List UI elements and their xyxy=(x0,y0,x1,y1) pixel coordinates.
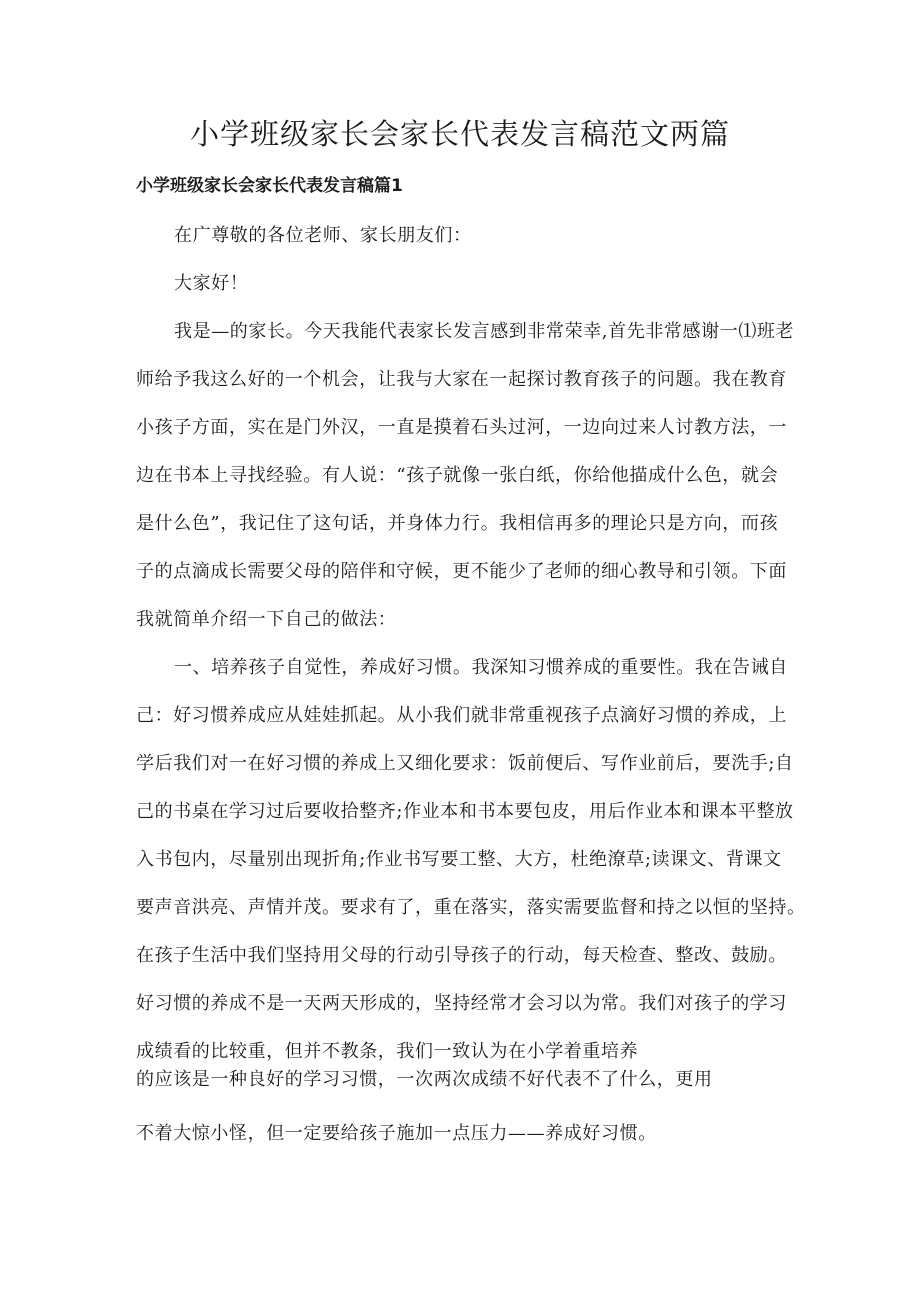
paragraph-line: 小孩子方面，实在是门外汉，一直是摸着石头过河，一边向过来人讨教方法，一 xyxy=(136,417,787,438)
paragraph-line: 边在书本上寻找经验。有人说：“孩子就像一张白纸，你给他描成什么色，就会 xyxy=(136,465,779,486)
paragraph-line: 我就简单介绍一下自己的做法： xyxy=(136,609,397,630)
paragraph-line: 子的点滴成长需要父母的陪伴和守候，更不能少了老师的细心教导和引领。下面 xyxy=(136,561,787,582)
paragraph-line: 要声音洪亮、声情并茂。要求有了，重在落实，落实需要监督和持之以恒的坚持。 xyxy=(136,897,806,918)
section-heading: 小学班级家长会家长代表发言稿篇1 xyxy=(136,176,403,196)
document-title: 小学班级家长会家长代表发言稿范文两篇 xyxy=(189,117,730,151)
paragraph-line: 入书包内，尽量别出现折角;作业书写要工整、大方，杜绝潦草;读课文、背课文 xyxy=(136,849,782,870)
hello-line: 大家好！ xyxy=(174,273,249,294)
paragraph-line: 的应该是一种良好的学习习惯，一次两次成绩不好代表不了什么，更用 xyxy=(136,1069,713,1090)
paragraph-line: 己：好习惯养成应从娃娃抓起。从小我们就非常重视孩子点滴好习惯的养成，上 xyxy=(136,705,787,726)
paragraph-line: 成绩看的比较重，但并不教条，我们一致认为在小学着重培养 xyxy=(136,1041,639,1062)
greeting-line: 在广尊敬的各位老师、家长朋友们： xyxy=(174,225,472,246)
paragraph-line: 学后我们对一在好习惯的养成上又细化要求：饭前便后、写作业前后，要洗手;自 xyxy=(136,753,794,774)
paragraph-line: 在孩子生活中我们坚持用父母的行动引导孩子的行动，每天检查、整改、鼓励。 xyxy=(136,945,787,966)
paragraph-line: 一、培养孩子自觉性，养成好习惯。我深知习惯养成的重要性。我在告诫自 xyxy=(174,657,788,678)
paragraph-line: 不着大惊小怪，但一定要给孩子施加一点压力——养成好习惯。 xyxy=(136,1123,657,1144)
paragraph-line: 己的书桌在学习过后要收拾整齐;作业本和书本要包皮，用后作业本和课本平整放 xyxy=(136,801,794,822)
paragraph-line: 好习惯的养成不是一天两天形成的，坚持经常才会习以为常。我们对孩子的学习 xyxy=(136,993,787,1014)
paragraph-line: 我是—的家长。今天我能代表家长发言感到非常荣幸,首先非常感谢一⑴班老 xyxy=(174,321,795,342)
paragraph-line: 师给予我这么好的一个机会，让我与大家在一起探讨教育孩子的问题。我在教育 xyxy=(136,369,787,390)
paragraph-line: 是什么色”，我记住了这句话，并身体力行。我相信再多的理论只是方向，而孩 xyxy=(136,513,779,534)
